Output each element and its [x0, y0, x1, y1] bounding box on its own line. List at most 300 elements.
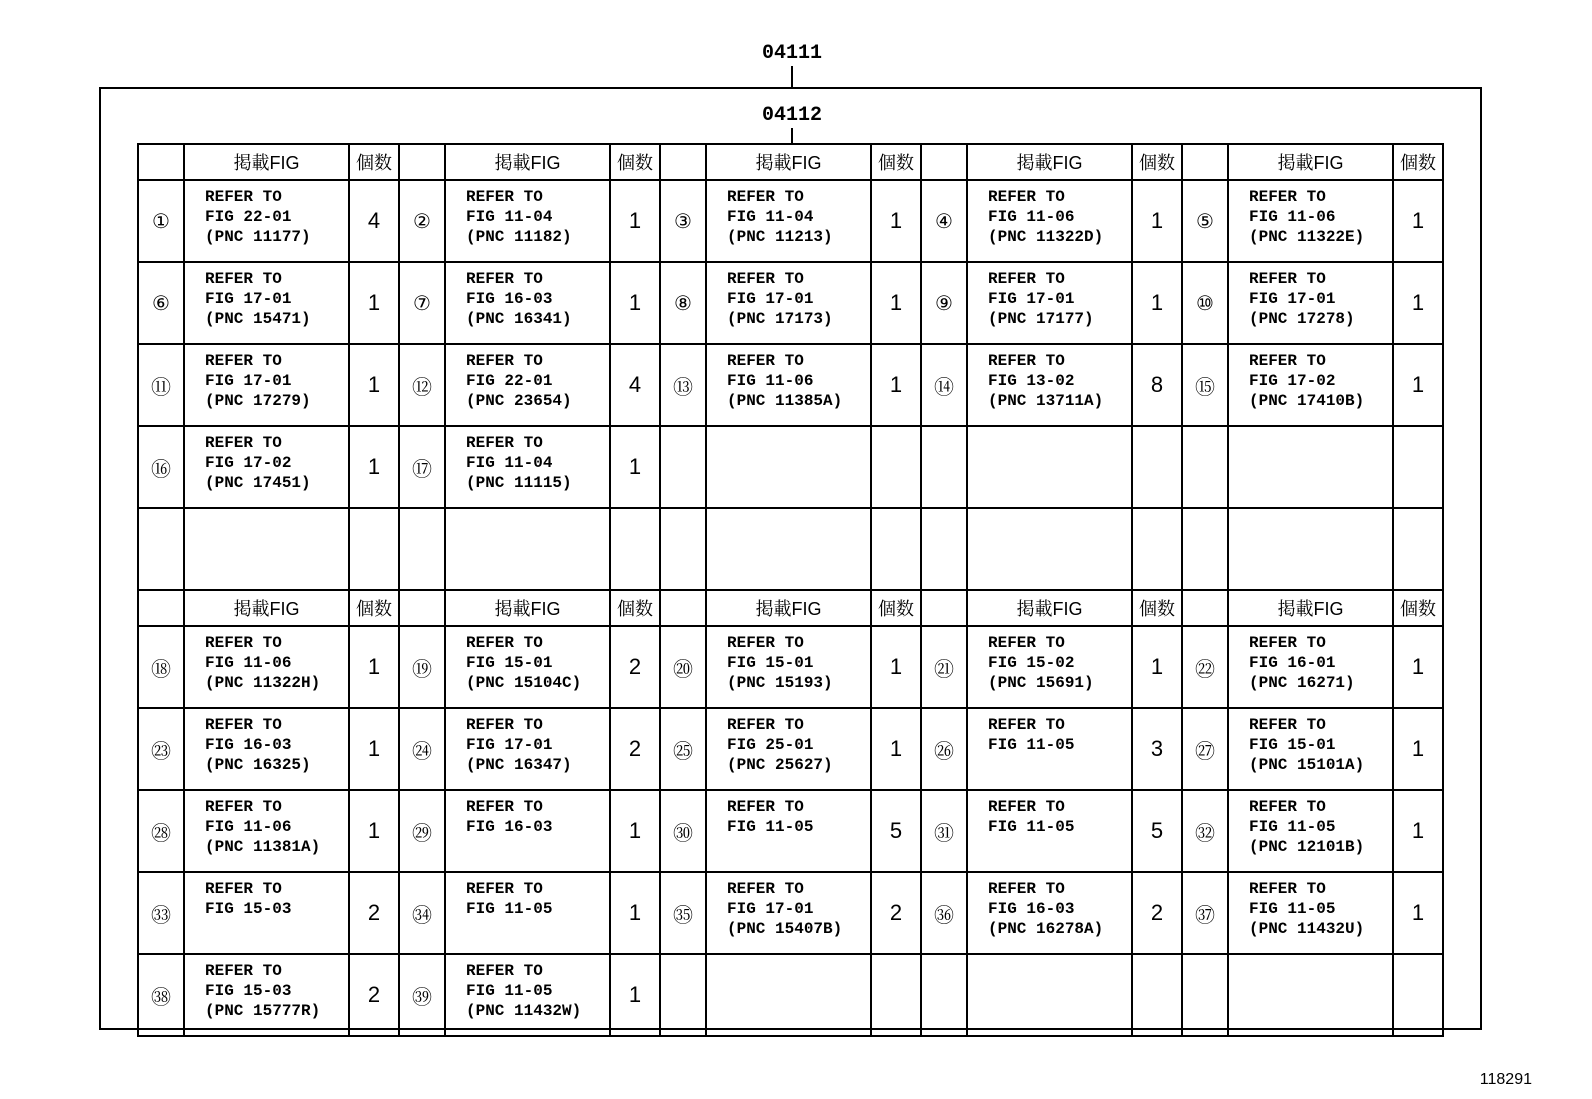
fig-reference	[967, 180, 1132, 262]
fig-reference-line: (PNC 16347)	[466, 756, 572, 774]
fig-reference-line: (PNC 12101B)	[1249, 838, 1365, 856]
fig-reference-line: FIG 11-05	[466, 900, 553, 918]
fig-reference-line: REFER TO	[205, 716, 282, 734]
fig-reference-line: FIG 11-06	[1249, 208, 1336, 226]
quantity: 1	[1393, 626, 1443, 708]
fig-reference-line: (PNC 11322H)	[205, 674, 321, 692]
fig-reference-line: REFER TO	[205, 352, 282, 370]
fig-reference	[184, 872, 349, 954]
fig-reference-line: REFER TO	[727, 716, 804, 734]
header-blank-cell	[1182, 144, 1228, 180]
fig-reference-line: (PNC 15104C)	[466, 674, 582, 692]
quantity: 1	[1132, 262, 1182, 344]
fig-reference-line: REFER TO	[988, 880, 1065, 898]
table-row	[138, 508, 1443, 590]
item-number: ⑰	[399, 426, 445, 508]
fig-reference	[445, 872, 610, 954]
item-number: ㉔	[399, 708, 445, 790]
empty-cell	[610, 508, 660, 590]
fig-reference	[445, 626, 610, 708]
quantity: 5	[871, 790, 921, 872]
fig-reference	[1228, 180, 1393, 262]
fig-reference-line: REFER TO	[466, 188, 543, 206]
item-number: ⑦	[399, 262, 445, 344]
quantity: 1	[1393, 790, 1443, 872]
fig-reference-line: (PNC 17177)	[988, 310, 1094, 328]
empty-cell	[1228, 954, 1393, 1036]
assembly-leader-line	[791, 66, 793, 87]
fig-reference-line: (PNC 15193)	[727, 674, 833, 692]
header-fig: 掲載FIG	[184, 590, 349, 626]
quantity: 1	[610, 954, 660, 1036]
quantity: 1	[610, 262, 660, 344]
table-row	[138, 426, 1443, 508]
empty-cell	[1393, 508, 1443, 590]
fig-reference-line: (PNC 17451)	[205, 474, 311, 492]
header-qty: 個数	[1132, 590, 1182, 626]
item-number: ㉟	[660, 872, 706, 954]
fig-reference-line: REFER TO	[466, 270, 543, 288]
empty-cell	[1182, 426, 1228, 508]
subassembly-label: 04112	[761, 104, 822, 127]
fig-reference	[445, 790, 610, 872]
item-number: ㉖	[921, 708, 967, 790]
fig-reference	[184, 344, 349, 426]
fig-reference-line: FIG 15-03	[205, 900, 292, 918]
header-fig: 掲載FIG	[445, 590, 610, 626]
fig-reference-line: REFER TO	[988, 352, 1065, 370]
fig-reference-line: (PNC 15471)	[205, 310, 311, 328]
fig-reference	[1228, 626, 1393, 708]
fig-reference-line: FIG 16-01	[1249, 654, 1336, 672]
fig-reference-line: REFER TO	[727, 880, 804, 898]
fig-reference-line: FIG 15-02	[988, 654, 1075, 672]
fig-reference-line: FIG 17-01	[727, 290, 814, 308]
item-number: ⑤	[1182, 180, 1228, 262]
item-number: ⑲	[399, 626, 445, 708]
empty-cell	[871, 508, 921, 590]
empty-cell	[138, 508, 184, 590]
fig-reference	[184, 626, 349, 708]
reference-table-upper	[137, 143, 1444, 591]
fig-reference-line: REFER TO	[988, 634, 1065, 652]
fig-reference-line: (PNC 11177)	[205, 228, 311, 246]
empty-cell	[706, 954, 871, 1036]
item-number: ⑱	[138, 626, 184, 708]
fig-reference-line: REFER TO	[205, 188, 282, 206]
diagram-code: 118291	[1479, 1071, 1532, 1088]
fig-reference-line: FIG 17-01	[205, 290, 292, 308]
empty-cell	[1182, 508, 1228, 590]
quantity: 1	[871, 708, 921, 790]
fig-reference-line: FIG 16-03	[988, 900, 1075, 918]
quantity: 1	[610, 872, 660, 954]
fig-reference-line: REFER TO	[1249, 634, 1326, 652]
item-number: ④	[921, 180, 967, 262]
fig-reference	[967, 262, 1132, 344]
fig-reference	[1228, 344, 1393, 426]
empty-cell	[1393, 426, 1443, 508]
fig-reference-line: REFER TO	[1249, 880, 1326, 898]
fig-reference	[706, 626, 871, 708]
item-number: ㉘	[138, 790, 184, 872]
fig-reference-line: REFER TO	[205, 434, 282, 452]
empty-cell	[1132, 954, 1182, 1036]
item-number: ㉕	[660, 708, 706, 790]
fig-reference-line: FIG 11-06	[727, 372, 814, 390]
fig-reference-line: REFER TO	[466, 880, 543, 898]
header-fig: 掲載FIG	[967, 590, 1132, 626]
quantity: 5	[1132, 790, 1182, 872]
item-number: ③	[660, 180, 706, 262]
fig-reference-line: (PNC 11381A)	[205, 838, 321, 856]
empty-cell	[1228, 426, 1393, 508]
header-blank-cell	[921, 590, 967, 626]
quantity: 8	[1132, 344, 1182, 426]
fig-reference-line: FIG 11-05	[1249, 818, 1336, 836]
quantity: 2	[871, 872, 921, 954]
fig-reference-line: FIG 11-04	[466, 208, 553, 226]
empty-cell	[184, 508, 349, 590]
fig-reference	[1228, 790, 1393, 872]
fig-reference	[706, 790, 871, 872]
fig-reference	[445, 708, 610, 790]
empty-cell	[921, 426, 967, 508]
fig-reference-line: REFER TO	[205, 634, 282, 652]
quantity: 1	[349, 626, 399, 708]
quantity: 1	[871, 180, 921, 262]
fig-reference-line: (PNC 15101A)	[1249, 756, 1365, 774]
quantity: 1	[1393, 872, 1443, 954]
fig-reference-line: FIG 11-05	[1249, 900, 1336, 918]
fig-reference-line: REFER TO	[466, 634, 543, 652]
quantity: 1	[871, 344, 921, 426]
item-number: ㉚	[660, 790, 706, 872]
header-blank-cell	[660, 144, 706, 180]
empty-cell	[1132, 508, 1182, 590]
fig-reference-line: (PNC 11432U)	[1249, 920, 1365, 938]
quantity: 1	[349, 708, 399, 790]
header-blank-cell	[921, 144, 967, 180]
table-header-row	[138, 144, 1443, 180]
fig-reference-line: FIG 22-01	[205, 208, 292, 226]
header-fig: 掲載FIG	[706, 144, 871, 180]
empty-cell	[706, 508, 871, 590]
quantity: 1	[610, 426, 660, 508]
fig-reference	[445, 954, 610, 1036]
quantity: 1	[1132, 626, 1182, 708]
header-blank-cell	[138, 144, 184, 180]
fig-reference	[445, 262, 610, 344]
quantity: 2	[610, 708, 660, 790]
fig-reference-line: (PNC 11322D)	[988, 228, 1104, 246]
fig-reference	[445, 344, 610, 426]
empty-cell	[967, 954, 1132, 1036]
fig-reference-line: (PNC 15407B)	[727, 920, 843, 938]
item-number: ㉜	[1182, 790, 1228, 872]
header-blank-cell	[399, 144, 445, 180]
fig-reference-line: REFER TO	[205, 798, 282, 816]
fig-reference-line: REFER TO	[466, 434, 543, 452]
empty-cell	[1393, 954, 1443, 1036]
fig-reference-line: (PNC 17410B)	[1249, 392, 1365, 410]
fig-reference-line: FIG 11-05	[988, 818, 1075, 836]
fig-reference-line: FIG 25-01	[727, 736, 814, 754]
fig-reference-line: REFER TO	[205, 962, 282, 980]
fig-reference-line: (PNC 17278)	[1249, 310, 1355, 328]
empty-cell	[921, 954, 967, 1036]
fig-reference-line: FIG 11-06	[988, 208, 1075, 226]
empty-cell	[1228, 508, 1393, 590]
fig-reference-line: FIG 11-05	[988, 736, 1075, 754]
header-qty: 個数	[1132, 144, 1182, 180]
fig-reference-line: FIG 17-02	[1249, 372, 1336, 390]
quantity: 4	[610, 344, 660, 426]
item-number: ①	[138, 180, 184, 262]
fig-reference-line: REFER TO	[1249, 188, 1326, 206]
item-number: ⑧	[660, 262, 706, 344]
table-header-row	[138, 590, 1443, 626]
empty-cell	[921, 508, 967, 590]
empty-cell	[1132, 426, 1182, 508]
header-fig: 掲載FIG	[1228, 590, 1393, 626]
fig-reference-line: (PNC 11322E)	[1249, 228, 1365, 246]
header-qty: 個数	[610, 144, 660, 180]
fig-reference	[706, 262, 871, 344]
quantity: 1	[349, 426, 399, 508]
item-number: ㉓	[138, 708, 184, 790]
header-blank-cell	[1182, 590, 1228, 626]
item-number: ⑳	[660, 626, 706, 708]
table-row	[138, 954, 1443, 1036]
header-blank-cell	[660, 590, 706, 626]
header-fig: 掲載FIG	[706, 590, 871, 626]
fig-reference	[967, 626, 1132, 708]
item-number: ⑫	[399, 344, 445, 426]
item-number: ㉛	[921, 790, 967, 872]
quantity: 1	[1393, 180, 1443, 262]
fig-reference-line: REFER TO	[988, 716, 1065, 734]
fig-reference-line: (PNC 11213)	[727, 228, 833, 246]
empty-cell	[871, 954, 921, 1036]
table-row	[138, 262, 1443, 344]
quantity: 3	[1132, 708, 1182, 790]
fig-reference	[706, 872, 871, 954]
quantity: 2	[610, 626, 660, 708]
fig-reference-line: (PNC 17279)	[205, 392, 311, 410]
fig-reference-line: REFER TO	[727, 352, 804, 370]
fig-reference	[184, 790, 349, 872]
fig-reference	[1228, 262, 1393, 344]
item-number: ㉑	[921, 626, 967, 708]
fig-reference	[1228, 708, 1393, 790]
fig-reference-line: REFER TO	[988, 188, 1065, 206]
fig-reference-line: (PNC 15777R)	[205, 1002, 321, 1020]
item-number: ⑬	[660, 344, 706, 426]
item-number: ㊲	[1182, 872, 1228, 954]
fig-reference	[967, 708, 1132, 790]
table-row	[138, 626, 1443, 708]
fig-reference-line: FIG 11-04	[727, 208, 814, 226]
fig-reference	[967, 790, 1132, 872]
empty-cell	[1182, 954, 1228, 1036]
table-row	[138, 708, 1443, 790]
fig-reference-line: FIG 22-01	[466, 372, 553, 390]
empty-cell	[660, 426, 706, 508]
header-qty: 個数	[1393, 590, 1443, 626]
quantity: 1	[871, 626, 921, 708]
fig-reference-line: FIG 11-05	[727, 818, 814, 836]
fig-reference	[706, 708, 871, 790]
fig-reference	[706, 344, 871, 426]
fig-reference	[967, 872, 1132, 954]
empty-cell	[399, 508, 445, 590]
header-blank-cell	[138, 590, 184, 626]
quantity: 2	[1132, 872, 1182, 954]
assembly-label: 04111	[761, 42, 822, 65]
quantity: 1	[349, 790, 399, 872]
fig-reference	[445, 426, 610, 508]
fig-reference-line: FIG 11-06	[205, 654, 292, 672]
header-qty: 個数	[610, 590, 660, 626]
table-row	[138, 790, 1443, 872]
fig-reference	[967, 344, 1132, 426]
fig-reference-line: REFER TO	[466, 352, 543, 370]
fig-reference	[706, 180, 871, 262]
empty-cell	[445, 508, 610, 590]
fig-reference-line: FIG 11-06	[205, 818, 292, 836]
empty-cell	[967, 426, 1132, 508]
quantity: 1	[1393, 344, 1443, 426]
fig-reference-line: FIG 15-01	[1249, 736, 1336, 754]
fig-reference	[1228, 872, 1393, 954]
fig-reference-line: REFER TO	[988, 798, 1065, 816]
fig-reference-line: FIG 11-05	[466, 982, 553, 1000]
fig-reference-line: (PNC 11385A)	[727, 392, 843, 410]
quantity: 2	[349, 954, 399, 1036]
item-number: ⑯	[138, 426, 184, 508]
fig-reference-line: FIG 17-02	[205, 454, 292, 472]
header-qty: 個数	[1393, 144, 1443, 180]
fig-reference	[184, 954, 349, 1036]
fig-reference-line: REFER TO	[205, 270, 282, 288]
empty-cell	[706, 426, 871, 508]
quantity: 1	[1393, 708, 1443, 790]
item-number: ㉗	[1182, 708, 1228, 790]
fig-reference-line: REFER TO	[727, 270, 804, 288]
fig-reference-line: (PNC 16325)	[205, 756, 311, 774]
fig-reference-line: REFER TO	[1249, 352, 1326, 370]
reference-table-lower	[137, 589, 1444, 1037]
fig-reference-line: REFER TO	[988, 270, 1065, 288]
fig-reference-line: (PNC 16341)	[466, 310, 572, 328]
table-row	[138, 180, 1443, 262]
fig-reference-line: (PNC 11115)	[466, 474, 572, 492]
subassembly-leader-line	[791, 128, 793, 144]
fig-reference-line: (PNC 16278A)	[988, 920, 1104, 938]
fig-reference-line: FIG 17-01	[988, 290, 1075, 308]
fig-reference-line: (PNC 25627)	[727, 756, 833, 774]
fig-reference-line: FIG 16-03	[466, 818, 553, 836]
table-row	[138, 344, 1443, 426]
header-qty: 個数	[871, 590, 921, 626]
fig-reference-line: REFER TO	[466, 716, 543, 734]
fig-reference	[445, 180, 610, 262]
item-number: ㉒	[1182, 626, 1228, 708]
fig-reference	[184, 426, 349, 508]
quantity: 1	[871, 262, 921, 344]
fig-reference	[184, 262, 349, 344]
item-number: ㊴	[399, 954, 445, 1036]
fig-reference-line: (PNC 11182)	[466, 228, 572, 246]
header-fig: 掲載FIG	[445, 144, 610, 180]
quantity: 1	[610, 180, 660, 262]
fig-reference-line: FIG 13-02	[988, 372, 1075, 390]
item-number: ⑪	[138, 344, 184, 426]
fig-reference-line: REFER TO	[1249, 270, 1326, 288]
fig-reference-line: (PNC 16271)	[1249, 674, 1355, 692]
quantity: 1	[1132, 180, 1182, 262]
fig-reference-line: FIG 17-01	[1249, 290, 1336, 308]
fig-reference-line: FIG 15-01	[466, 654, 553, 672]
item-number: ⑨	[921, 262, 967, 344]
header-fig: 掲載FIG	[967, 144, 1132, 180]
fig-reference-line: FIG 15-03	[205, 982, 292, 1000]
header-fig: 掲載FIG	[184, 144, 349, 180]
header-qty: 個数	[349, 144, 399, 180]
empty-cell	[660, 954, 706, 1036]
header-blank-cell	[399, 590, 445, 626]
quantity: 1	[1393, 262, 1443, 344]
item-number: ㉙	[399, 790, 445, 872]
fig-reference-line: REFER TO	[466, 798, 543, 816]
item-number: ⑭	[921, 344, 967, 426]
fig-reference-line: REFER TO	[727, 188, 804, 206]
header-qty: 個数	[871, 144, 921, 180]
header-qty: 個数	[349, 590, 399, 626]
fig-reference-line: FIG 16-03	[466, 290, 553, 308]
fig-reference-line: REFER TO	[727, 798, 804, 816]
fig-reference-line: (PNC 17173)	[727, 310, 833, 328]
item-number: ⑥	[138, 262, 184, 344]
item-number: ⑮	[1182, 344, 1228, 426]
item-number: ②	[399, 180, 445, 262]
fig-reference-line: REFER TO	[1249, 716, 1326, 734]
item-number: ㉞	[399, 872, 445, 954]
fig-reference-line: FIG 15-01	[727, 654, 814, 672]
fig-reference-line: (PNC 15691)	[988, 674, 1094, 692]
fig-reference-line: REFER TO	[727, 634, 804, 652]
item-number: ㉝	[138, 872, 184, 954]
quantity: 1	[349, 344, 399, 426]
empty-cell	[967, 508, 1132, 590]
fig-reference-line: REFER TO	[205, 880, 282, 898]
quantity: 2	[349, 872, 399, 954]
fig-reference-line: (PNC 13711A)	[988, 392, 1104, 410]
fig-reference	[184, 180, 349, 262]
fig-reference	[184, 708, 349, 790]
empty-cell	[349, 508, 399, 590]
fig-reference-line: FIG 17-01	[466, 736, 553, 754]
fig-reference-line: FIG 17-01	[205, 372, 292, 390]
fig-reference-line: (PNC 23654)	[466, 392, 572, 410]
table-row	[138, 872, 1443, 954]
fig-reference-line: REFER TO	[1249, 798, 1326, 816]
quantity: 1	[349, 262, 399, 344]
quantity: 4	[349, 180, 399, 262]
fig-reference-line: FIG 11-04	[466, 454, 553, 472]
fig-reference-line: REFER TO	[466, 962, 543, 980]
